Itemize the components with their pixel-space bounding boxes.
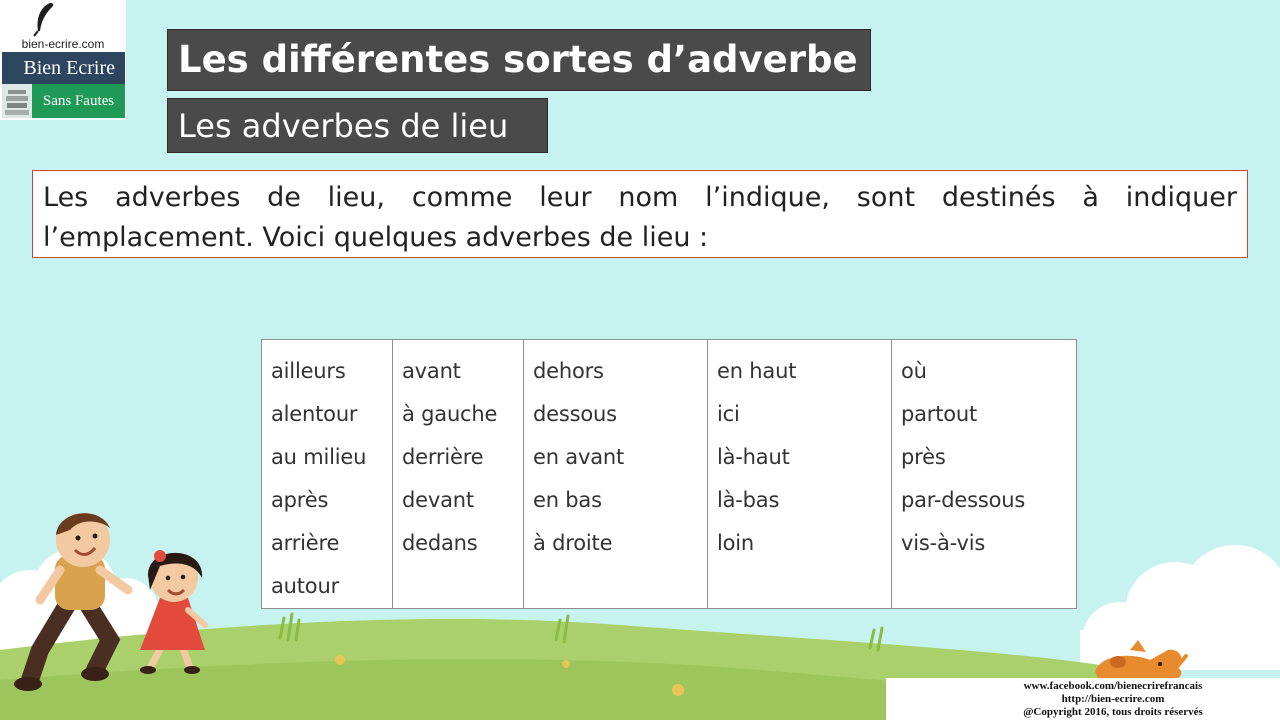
adverb-cell: par-dessous [901, 488, 1026, 512]
adverb-table [261, 339, 1077, 609]
adverb-cell: arrière [271, 531, 340, 555]
intro-text: Les adverbes de lieu, comme leur nom l’indique, sont destinés à indiquer l’emplacement. Voici quelques adverbes de lieu : [32, 170, 1248, 258]
adverb-cell: en haut [717, 359, 797, 383]
adverb-cell: ici [717, 402, 740, 426]
adverb-cell: en bas [533, 488, 602, 512]
table-column [524, 340, 708, 609]
table-column [708, 340, 892, 609]
adverb-cell: devant [402, 488, 474, 512]
adverb-cell: vis-à-vis [901, 531, 986, 555]
table-column [393, 340, 524, 609]
adverb-cell: dedans [402, 531, 478, 555]
page-subtitle: Les adverbes de lieu [167, 98, 548, 153]
table-column [262, 340, 393, 609]
adverb-cell: dessous [533, 402, 617, 426]
adverb-cell: autour [271, 574, 340, 598]
copyright-text: @Copyright 2016, tous droits réservés [1023, 706, 1203, 718]
adverb-cell: derrière [402, 445, 484, 469]
adverb-cell: avant [402, 359, 461, 383]
adverb-cell: là-haut [717, 445, 790, 469]
adverb-cell: dehors [533, 359, 604, 383]
adverb-cell: loin [717, 531, 755, 555]
adverb-cell: là-bas [717, 488, 780, 512]
logo[interactable] [0, 0, 126, 120]
adverb-cell: à gauche [402, 402, 498, 426]
adverb-cell: après [271, 488, 329, 512]
credits-box [886, 678, 1280, 720]
adverb-cell: près [901, 445, 946, 469]
adverb-cell: alentour [271, 402, 358, 426]
table-column [892, 340, 1077, 609]
adverb-cell: où [901, 359, 927, 383]
facebook-link[interactable]: www.facebook.com/bienecrirefrancais [1023, 680, 1203, 692]
site-link[interactable]: http://bien-ecrire.com [1061, 693, 1165, 705]
adverb-cell: au milieu [271, 445, 367, 469]
adverb-cell: à droite [533, 531, 613, 555]
adverb-cell: partout [901, 402, 978, 426]
page-title: Les différentes sortes d’adverbe [167, 29, 871, 91]
logo-main-text: Bien Ecrire [2, 52, 125, 84]
adverb-cell: ailleurs [271, 359, 346, 383]
logo-site: bien-ecrire.com [21, 37, 105, 51]
feather-icon [24, 1, 64, 37]
books-icon [2, 84, 32, 118]
logo-sub-text: Sans Fautes [32, 84, 125, 118]
table-row [262, 340, 1077, 609]
adverb-cell: en avant [533, 445, 625, 469]
